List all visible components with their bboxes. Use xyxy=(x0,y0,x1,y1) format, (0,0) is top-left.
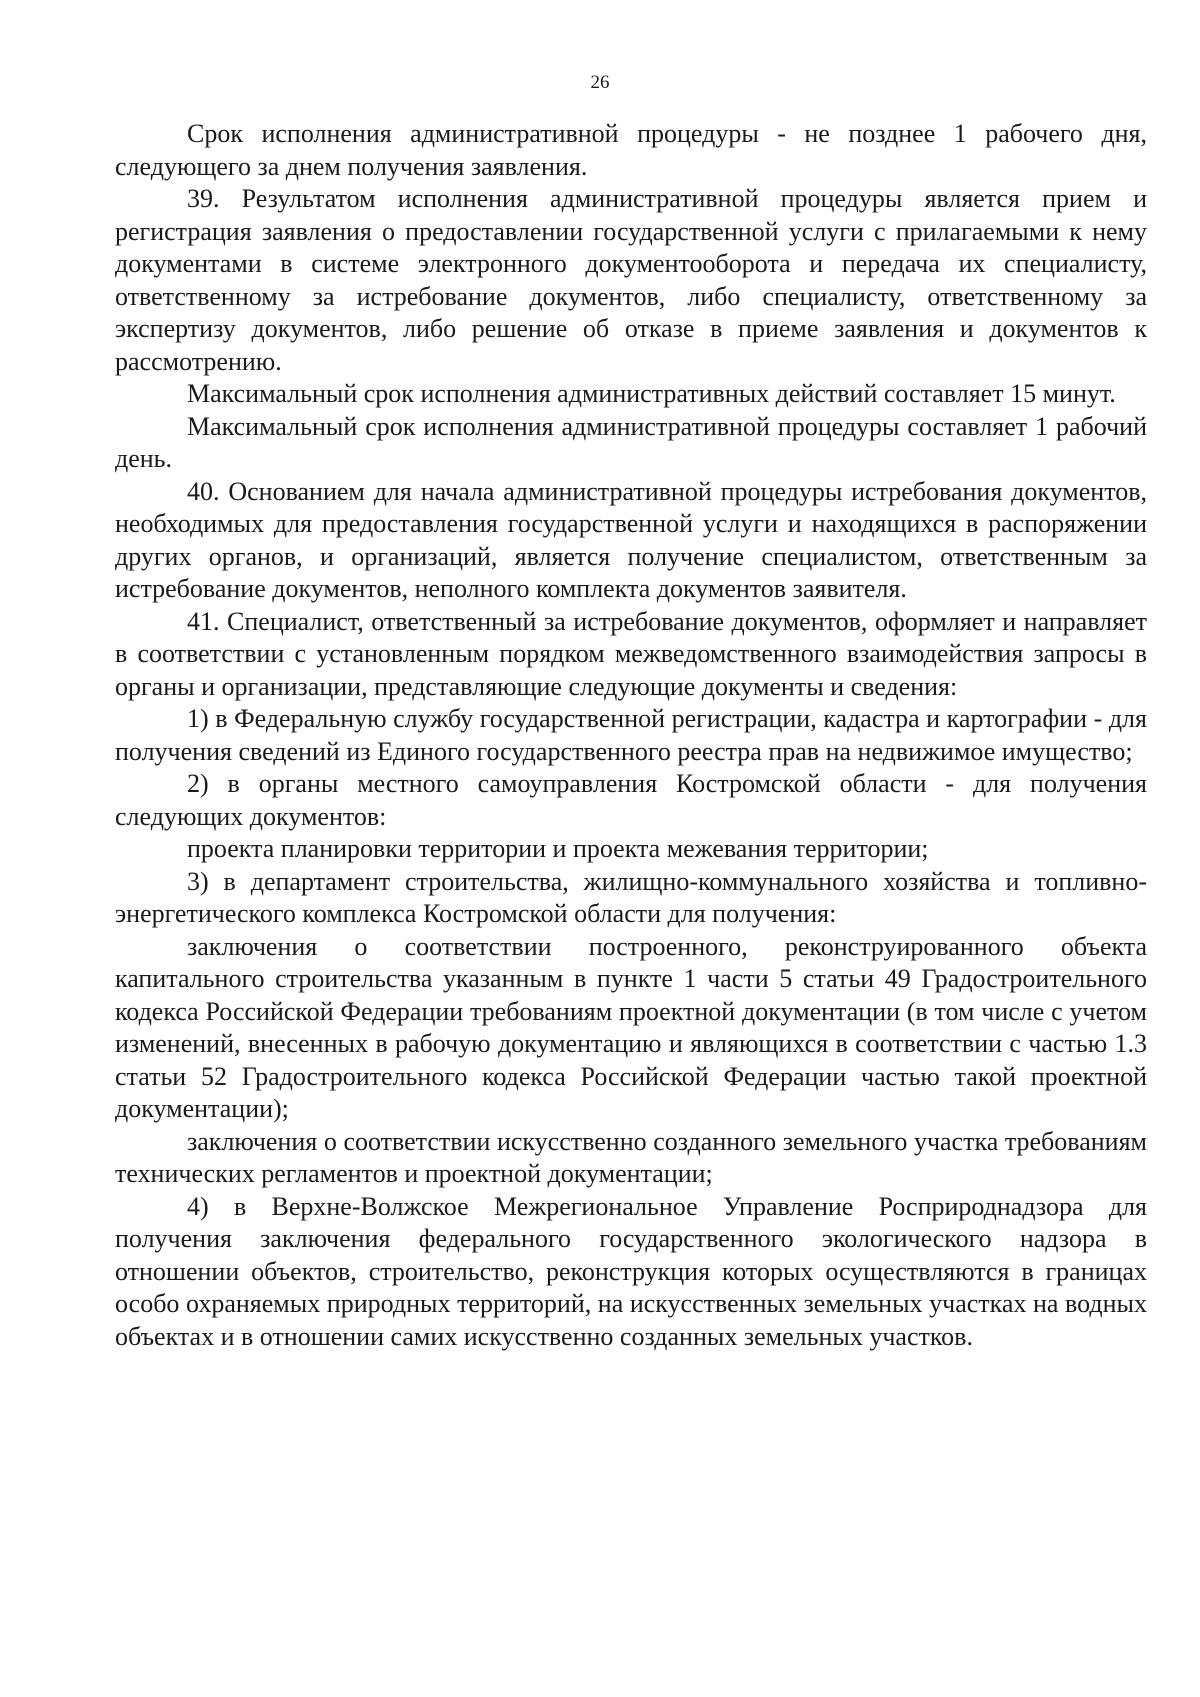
list-item-4: 4) в Верхне-Волжское Межрегиональное Управление Росприроднадзора для получения заключения федерального государственного экологического надзора в отношении объектов, строительство, реконструкция которых осуществляются в границах особо охраняемых природных территорий, на искусственных земельных участках на водных объектах и в отношении самих искусственно созданных земельных участков. xyxy=(115,1191,1147,1351)
paragraph-deadline: Срок исполнения административной процедуры - не позднее 1 рабочего дня, следующего за днем получения заявления. xyxy=(115,119,1147,181)
list-item-2: 2) в органы местного самоуправления Костромской области - для получения следующих документов: xyxy=(115,769,1147,831)
list-item-1: 1) в Федеральную службу государственной регистрации, кадастра и картографии - для получения сведений из Единого государственного реестра прав на недвижимое имущество; xyxy=(115,704,1147,766)
document-body xyxy=(115,118,1147,1353)
list-item-3-sub-a: заключения о соответствии построенного, реконструированного объекта капитального строительства указанным в пункте 1 части 5 статьи 49 Градостроительного кодекса Российской Федерации требованиям проектной документации (в том числе с учетом изменений, внесенных в рабочую документацию и являющихся в соответствии с частью 1.3 статьи 52 Градостроительного кодекса Российской Федерации частью такой проектной документации); xyxy=(115,931,1147,1123)
list-item-3: 3) в департамент строительства, жилищно-коммунального хозяйства и топливно-энергетического комплекса Костромской области для получения: xyxy=(115,866,1147,928)
paragraph-max-procedure-time: Максимальный срок исполнения административной процедуры составляет 1 рабочий день. xyxy=(115,411,1147,473)
list-item-3-sub-b: заключения о соответствии искусственно созданного земельного участка требованиям технических регламентов и проектной документации; xyxy=(115,1126,1147,1188)
list-item-2-sub: проекта планировки территории и проекта межевания территории; xyxy=(187,834,929,863)
paragraph-39: 39. Результатом исполнения административной процедуры является прием и регистрация заявления о предоставлении государственной услуги с прилагаемыми к нему документами в системе электронного документооборота и передача их специалисту, ответственному за истребование документов, либо специалисту, ответственному за экспертизу документов, либо решение об отказе в приеме заявления и документов к рассмотрению. xyxy=(115,184,1147,376)
page-number: 26 xyxy=(590,72,610,93)
paragraph-40: 40. Основанием для начала административной процедуры истребования документов, необходимых для предоставления государственной услуги и находящихся в распоряжении других органов, и организаций, является получение специалистом, ответственным за истребование документов, неполного комплекта документов заявителя. xyxy=(115,476,1147,603)
paragraph-41: 41. Специалист, ответственный за истребование документов, оформляет и направляет в соответствии с установленным порядком межведомственного взаимодействия запросы в органы и организации, представляющие следующие документы и сведения: xyxy=(115,606,1147,701)
paragraph-max-actions-time: Максимальный срок исполнения административных действий составляет 15 минут. xyxy=(187,379,1116,408)
